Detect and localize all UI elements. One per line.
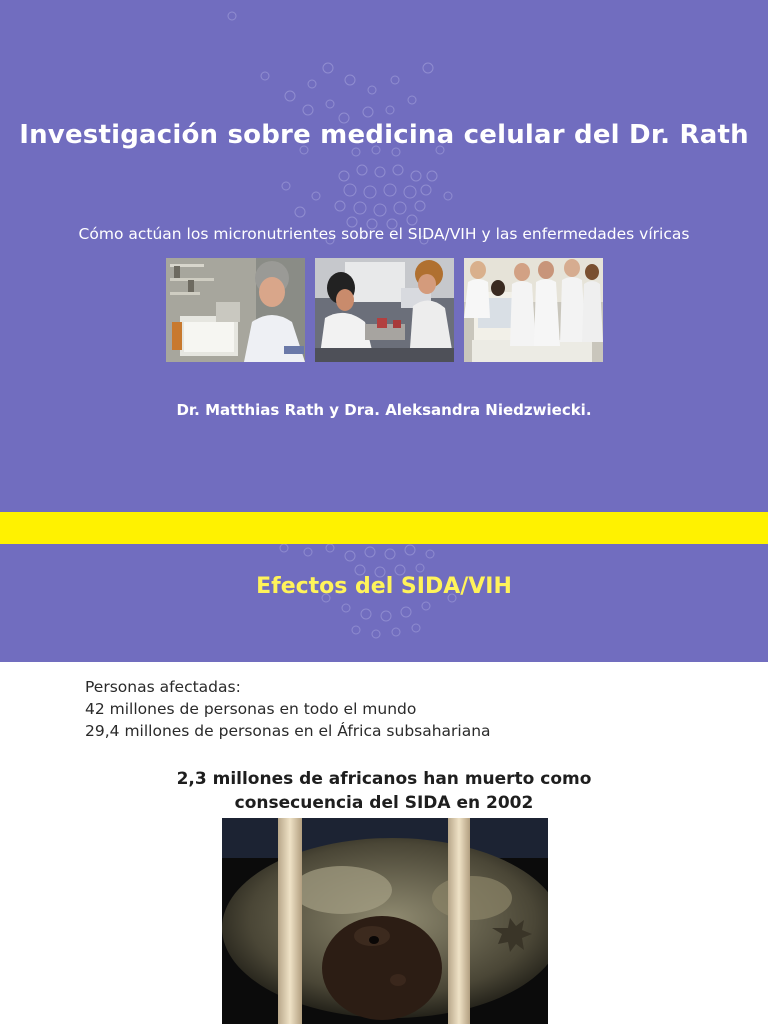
infant-photo <box>222 818 548 1024</box>
lab-photo-1 <box>166 258 305 362</box>
lab-photo-strip <box>0 258 768 362</box>
facts-heading: Personas afectadas: <box>85 678 241 696</box>
facts-line-2: 29,4 millones de personas en el África subsahariana <box>85 722 491 740</box>
authors: Dr. Matthias Rath y Dra. Aleksandra Niedzwiecki. <box>176 401 592 419</box>
document-subtitle: Cómo actúan los micronutrientes sobre el SIDA/VIH y las enfermedades víricas <box>78 225 690 243</box>
facts-line-1: 42 millones de personas en todo el mundo <box>85 700 417 718</box>
mortality-headline <box>0 767 768 815</box>
headline-line-2: consecuencia del SIDA en 2002 <box>234 793 534 813</box>
lab-photo-2 <box>315 258 454 362</box>
section-title: Efectos del SIDA/VIH <box>256 574 512 599</box>
headline-line-1: 2,3 millones de africanos han muerto como <box>176 769 592 789</box>
yellow-divider-band <box>0 512 768 544</box>
virus-pattern-decoration-2 <box>0 544 768 662</box>
document-title: Investigación sobre medicina celular del Dr. Rath <box>19 120 749 150</box>
section-header <box>0 544 768 662</box>
affected-people-facts <box>85 676 491 742</box>
lab-photo-3 <box>464 258 603 362</box>
